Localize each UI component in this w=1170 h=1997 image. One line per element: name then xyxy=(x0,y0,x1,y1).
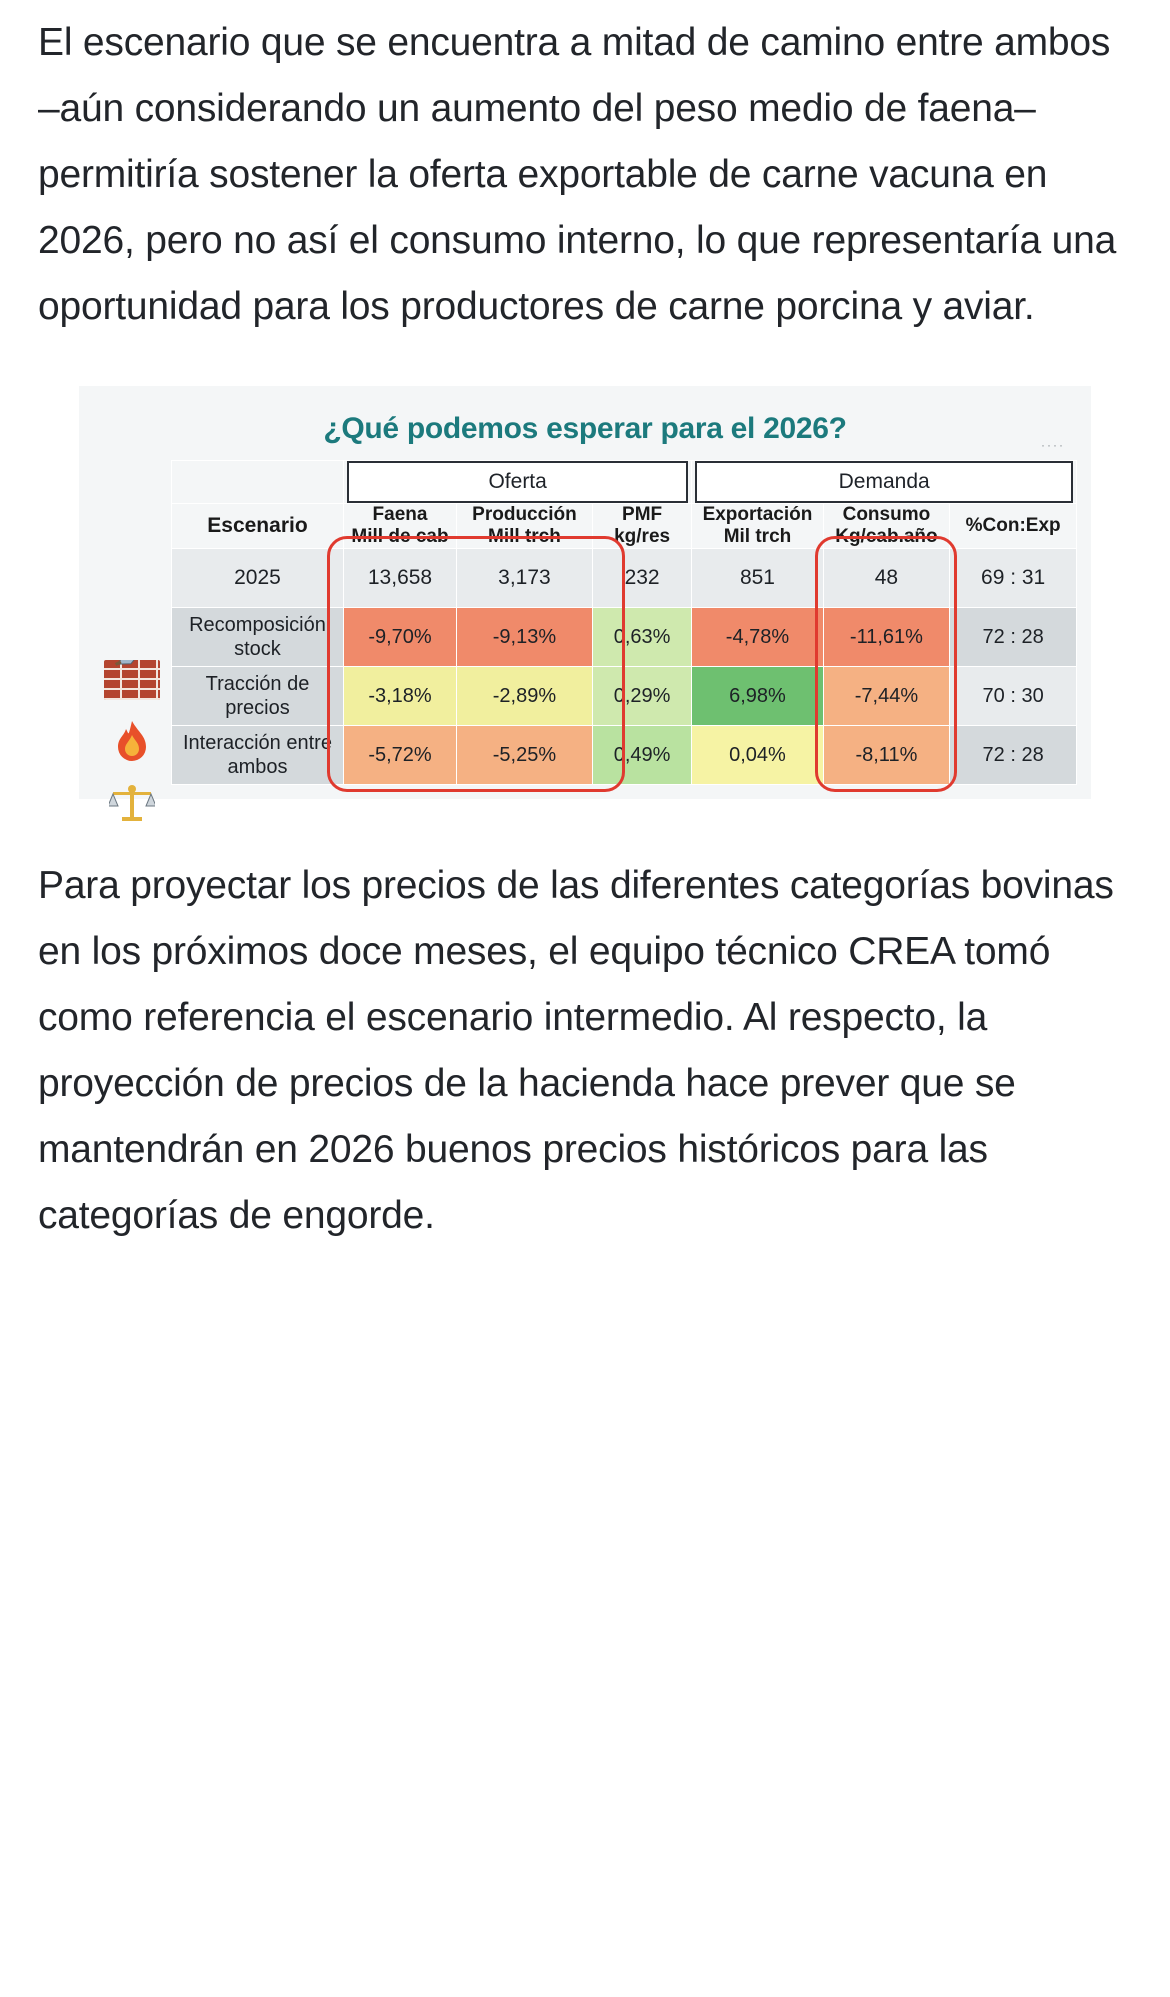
col-header-produccion-title: Producción xyxy=(472,504,577,525)
paragraph-1: El escenario que se encuentra a mitad de camino entre ambos –aún considerando un aumento del peso medio de faena– permitiría sostener la oferta exportable de carne vacuna en 2026, pero no así el consumo interno, lo que representaría una oportunidad para los productores de carne porcina y aviar. xyxy=(38,21,1117,328)
scenario-table-figure xyxy=(79,386,1091,799)
cell-interaccion-faena: -5,72% xyxy=(343,726,456,785)
cell-interaccion-produccion: -5,25% xyxy=(457,726,593,785)
cell-recomposicion-consumo: -11,61% xyxy=(823,608,950,667)
row-label-2025: 2025 xyxy=(172,549,344,608)
cell-recomposicion-exportacion: -4,78% xyxy=(692,608,823,667)
row-label-interaccion-ambos: Interacción entre ambos xyxy=(172,726,344,785)
col-header-faena xyxy=(343,504,456,549)
scenario-table xyxy=(171,460,1077,785)
cell-recomposicion-produccion: -9,13% xyxy=(457,608,593,667)
table-row xyxy=(172,549,1077,608)
col-header-consumo xyxy=(823,504,950,549)
col-header-pmf-unit: kg/res xyxy=(614,526,671,547)
cell-interaccion-consumo: -8,11% xyxy=(823,726,950,785)
col-header-conexp xyxy=(950,504,1077,549)
group-header-oferta xyxy=(343,461,691,504)
column-header-row xyxy=(172,504,1077,549)
cell-traccion-faena: -3,18% xyxy=(343,667,456,726)
cell-interaccion-pmf: 0,49% xyxy=(592,726,692,785)
group-header-row xyxy=(172,461,1077,504)
col-header-escenario-title: Escenario xyxy=(207,514,308,537)
row-label-traccion-precios: Tracción de precios xyxy=(172,667,344,726)
figure-title: ¿Qué podemos esperar para el 2026? xyxy=(323,412,847,445)
cell-recomposicion-pmf: 0,63% xyxy=(592,608,692,667)
col-header-escenario xyxy=(172,504,344,549)
cell-traccion-produccion: -2,89% xyxy=(457,667,593,726)
balance-scale-icon xyxy=(99,776,165,832)
cell-2025-faena: 13,658 xyxy=(343,549,456,608)
col-header-produccion-unit: Mill trch xyxy=(488,526,561,547)
col-header-faena-title: Faena xyxy=(372,504,428,525)
table-row xyxy=(172,726,1077,785)
col-header-conexp-title: %Con:Exp xyxy=(965,515,1061,536)
cell-2025-exportacion: 851 xyxy=(692,549,823,608)
col-header-faena-unit: Mill de cab xyxy=(351,526,449,547)
cell-traccion-pmf: 0,29% xyxy=(592,667,692,726)
cell-interaccion-exportacion: 0,04% xyxy=(692,726,823,785)
row-icon-column xyxy=(93,460,171,785)
cell-traccion-exportacion: 6,98% xyxy=(692,667,823,726)
group-header-empty xyxy=(172,461,344,504)
cell-2025-conexp: 69 : 31 xyxy=(950,549,1077,608)
col-header-produccion xyxy=(457,504,593,549)
cell-2025-produccion: 3,173 xyxy=(457,549,593,608)
col-header-exportacion-title: Exportación xyxy=(702,504,813,525)
col-header-consumo-unit: Kg/cab.año xyxy=(835,526,938,547)
table-row xyxy=(172,608,1077,667)
col-header-exportacion xyxy=(692,504,823,549)
figure-corner-marks: ···· xyxy=(1041,438,1065,452)
cell-traccion-consumo: -7,44% xyxy=(823,667,950,726)
cell-recomposicion-conexp: 72 : 28 xyxy=(950,608,1077,667)
group-header-demanda-label: Demanda xyxy=(695,461,1073,503)
figure-container xyxy=(38,386,1132,799)
cell-recomposicion-faena: -9,70% xyxy=(343,608,456,667)
fire-icon xyxy=(99,714,165,770)
cell-2025-pmf: 232 xyxy=(592,549,692,608)
col-header-pmf xyxy=(592,504,692,549)
col-header-consumo-title: Consumo xyxy=(842,504,931,525)
table-row xyxy=(172,667,1077,726)
brick-wall-icon xyxy=(99,652,165,708)
paragraph-2: Para proyectar los precios de las diferentes categorías bovinas en los próximos doce meses, el equipo técnico CREA tomó como referencia el escenario intermedio. Al respecto, la proyección de precios de la hacienda hace prever que se mantendrán en 2026 buenos precios históricos para las categorías de engorde. xyxy=(38,864,1114,1237)
group-header-demanda xyxy=(692,461,1077,504)
col-header-pmf-title: PMF xyxy=(622,504,663,525)
cell-traccion-conexp: 70 : 30 xyxy=(950,667,1077,726)
row-label-recomposicion-stock: Recomposición stock xyxy=(172,608,344,667)
cell-2025-consumo: 48 xyxy=(823,549,950,608)
cell-interaccion-conexp: 72 : 28 xyxy=(950,726,1077,785)
group-header-oferta-label: Oferta xyxy=(347,461,688,503)
col-header-exportacion-unit: Mil trch xyxy=(723,526,792,547)
